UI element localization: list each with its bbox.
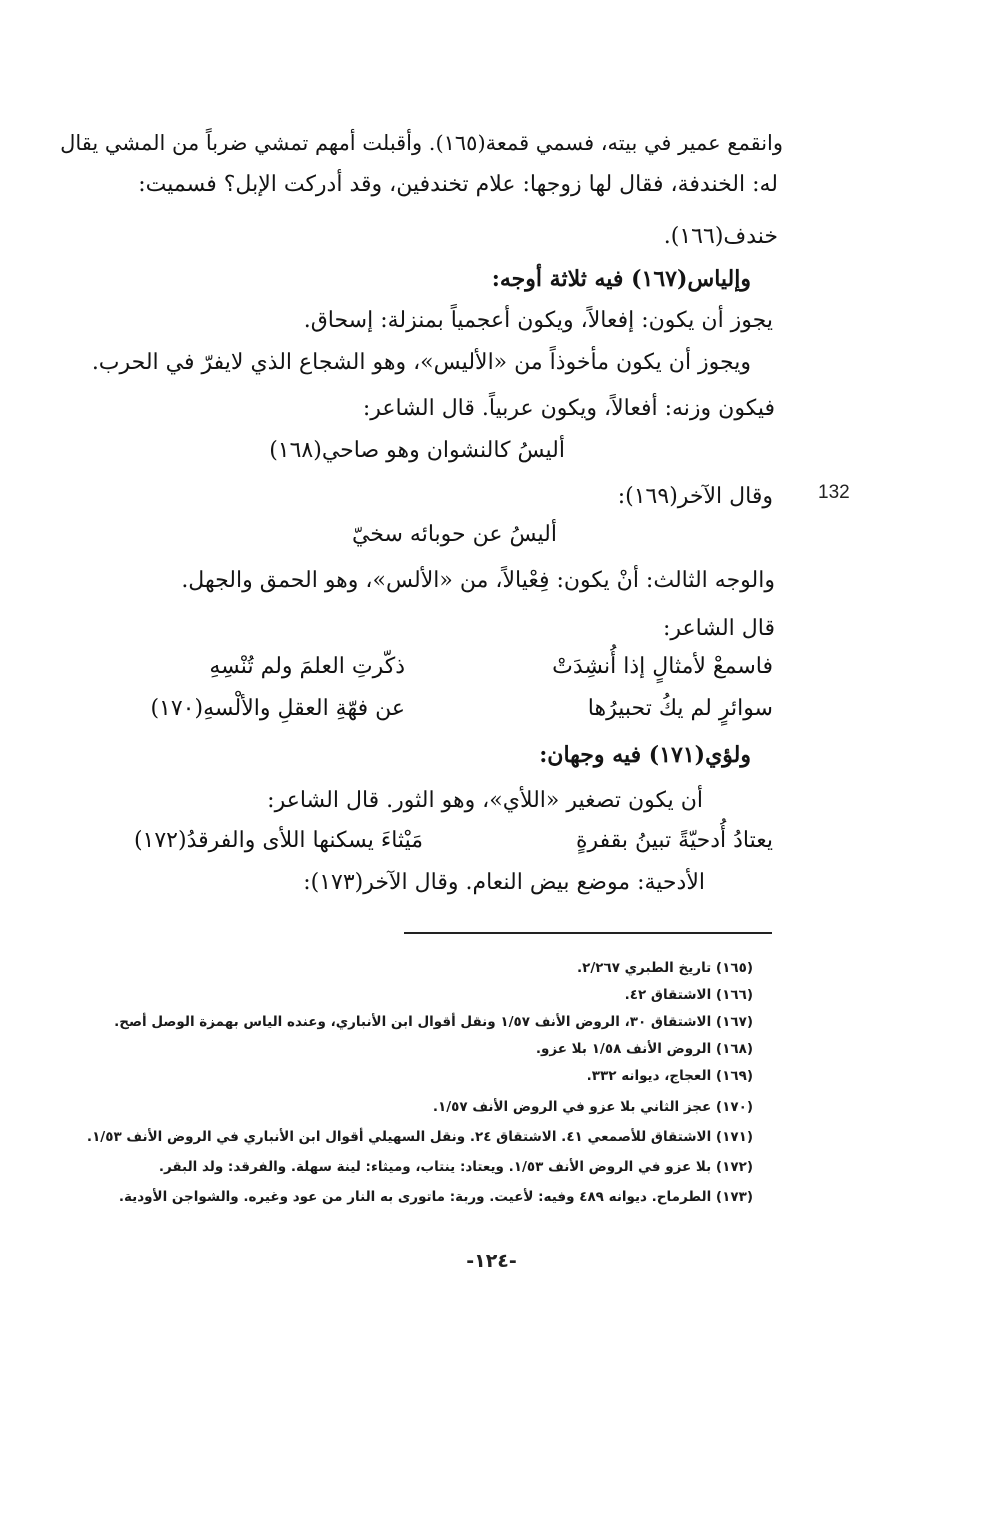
body-line: له: الخندفة، فقال لها زوجها: علام تخندفين، وقد أدركت الإبل؟ فسميت: bbox=[138, 172, 778, 197]
footnote-divider bbox=[404, 932, 772, 934]
verse-hemistich-right: يعتادُ أُدحيّةً تبينُ بقفرةٍ bbox=[576, 828, 773, 853]
footnote: (١٦٥) تاريخ الطبري ٢/٢٦٧. bbox=[576, 960, 753, 976]
footnote: (١٧٠) عجز الثاني بلا عزو في الروض الأنف ١/٥٧. bbox=[432, 1099, 753, 1115]
verse-hemistich-left: عن فهّةِ العقلِ والألْسهِ(١٧٠) bbox=[150, 696, 405, 721]
body-line: الأدحية: موضع بيض النعام. وقال الآخر(١٧٣): bbox=[303, 870, 705, 895]
footnote: (١٧٢) بلا عزو في الروض الأنف ١/٥٣. ويعتاد: ينتاب، وميثاء: لينة سهلة. والفرقد: ولد البقر. bbox=[158, 1159, 753, 1175]
body-line: خندف(١٦٦). bbox=[663, 224, 778, 249]
body-line: وقال الآخر(١٦٩): bbox=[617, 484, 773, 509]
body-line: أن يكون تصغير «اللأي»، وهو الثور. قال الشاعر: bbox=[267, 788, 703, 813]
body-line: قال الشاعر: bbox=[662, 616, 775, 641]
footnote: (١٦٨) الروض الأنف ١/٥٨ بلا عزو. bbox=[535, 1041, 753, 1057]
footnote: (١٧١) الاشتقاق للأصمعي ٤١. الاشتقاق ٢٤. ونقل السهيلي أقوال ابن الأنباري في الروض الأنف ١/٥٣. bbox=[86, 1129, 753, 1145]
poetry-line: أليسُ عن حوبائه سخيّ bbox=[351, 522, 557, 547]
body-line: فيكون وزنه: أفعالاً، ويكون عربياً. قال الشاعر: bbox=[362, 396, 775, 421]
footnote: (١٦٧) الاشتقاق ٣٠، الروض الأنف ١/٥٧ ونقل أقوال ابن الأنباري، وعنده الياس بهمزة الوصل أصح. bbox=[114, 1014, 753, 1030]
body-line: ويجوز أن يكون مأخوذاً من «الأليس»، وهو الشجاع الذي لايفرّ في الحرب. bbox=[91, 350, 751, 375]
verse-hemistich-right: فاسمعْ لأمثالٍ إذا أُنشِدَتْ bbox=[552, 654, 773, 679]
body-line: والوجه الثالث: أنْ يكون: فِعْيالاً، من «الألس»، وهو الحمق والجهل. bbox=[181, 568, 775, 593]
body-line: يجوز أن يكون: إفعالاً، ويكون أعجمياً بمنزلة: إسحاق. bbox=[303, 308, 773, 333]
verse-hemistich-left: مَيْثاءَ يسكنها اللأى والفرقدُ(١٧٢) bbox=[133, 828, 423, 853]
footnote: (١٧٣) الطرماح. ديوانه ٤٨٩ وفيه: لأعيت. وربة: ماتورى به النار من عود وغيره. والشواجن الأودية. bbox=[118, 1189, 753, 1205]
footnote: (١٦٦) الاشتقاق ٤٢. bbox=[624, 987, 753, 1003]
poetry-line: أليسُ كالنشوان وهو صاحي(١٦٨) bbox=[269, 438, 565, 463]
page-number: -١٢٤- bbox=[466, 1250, 517, 1272]
section-heading-luayy: ولؤي(١٧١) فيه وجهان: bbox=[539, 742, 751, 768]
verse-hemistich-right: سوائرٍ لم يكُ تحبيرُها bbox=[587, 696, 773, 721]
margin-number: 132 bbox=[818, 482, 850, 503]
section-heading-ilyas: وإلياس(١٦٧) فيه ثلاثة أوجه: bbox=[491, 266, 751, 292]
verse-hemistich-left: ذكّرتِ العلمَ ولم تُنْسِهِ bbox=[209, 654, 405, 679]
body-line: وانقمع عمير في بيته، فسمي قمعة(١٦٥). وأقبلت أمهم تمشي ضرباً من المشي يقال bbox=[60, 131, 783, 155]
footnote: (١٦٩) العجاج، ديوانه ٣٣٢. bbox=[586, 1068, 753, 1084]
